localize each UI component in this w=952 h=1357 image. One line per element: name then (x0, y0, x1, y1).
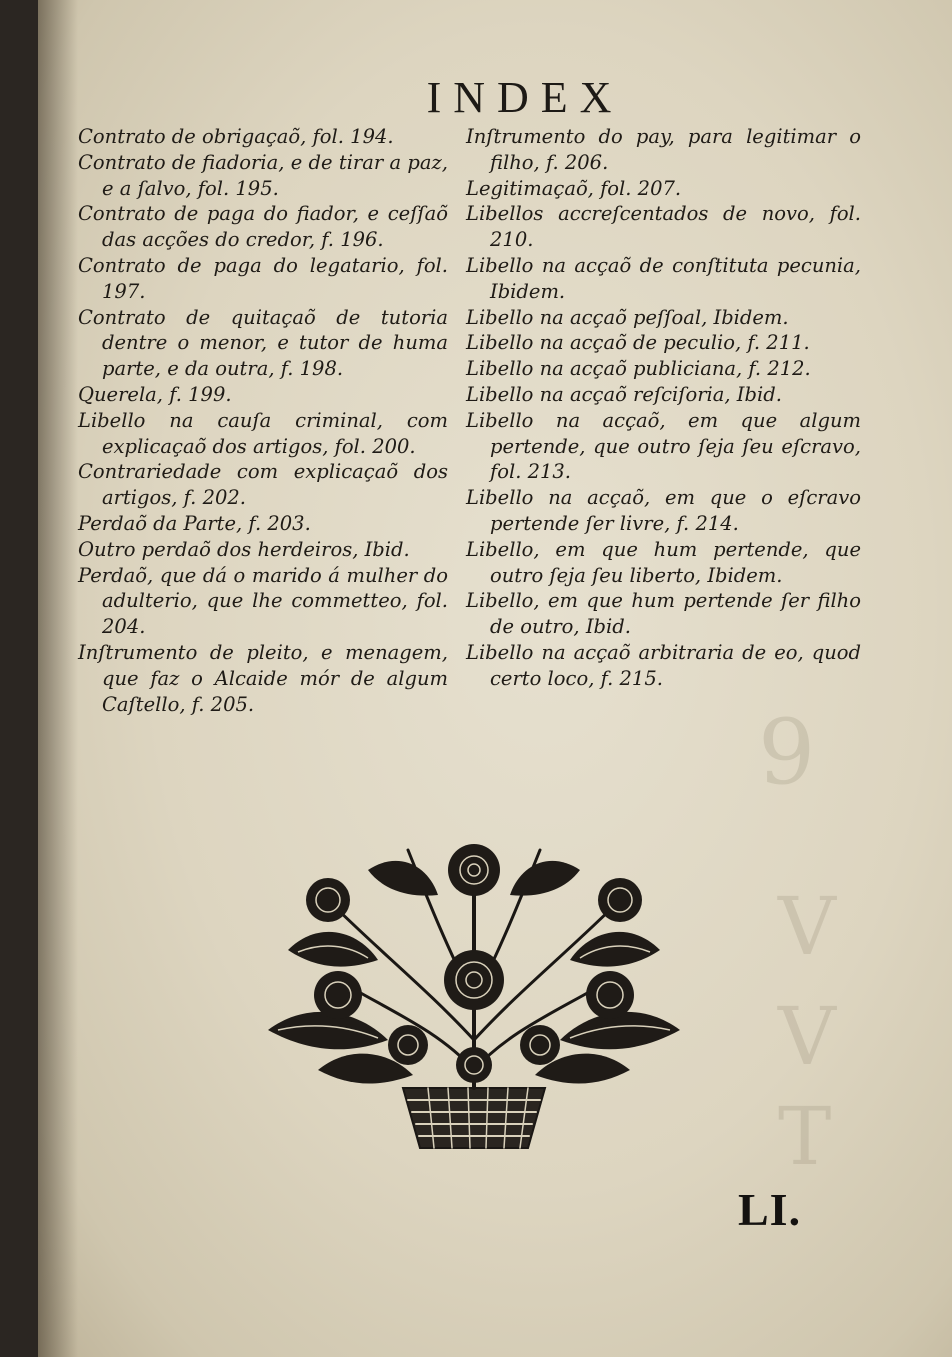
index-entry: Perdaõ da Parte, f. 203. (78, 511, 311, 535)
show-through-text: T (778, 1090, 832, 1183)
index-entry: Contrariedade com explicaçaõ dos artigos, f. 202. (78, 460, 448, 510)
index-entry: Libello na cauſa criminal, com explicaçaõ dos artigos, fol. 200. (78, 408, 448, 458)
index-entry: Contrato de obrigaçaõ, fol. 194. (78, 125, 394, 148)
index-entry: Contrato de quitaçaõ de tutoria dentre o menor, e tutor de huma parte, e da outra, f. 198. (78, 305, 448, 381)
page-header (38, 72, 952, 123)
index-entry: Querela, f. 199. (78, 382, 232, 406)
spine-shadow (38, 0, 78, 1357)
index-entry: Libello na acçaõ, em que algum pertende, que outro ſeja ſeu eſcravo, fol. 213. (466, 408, 861, 484)
index-right-column (466, 124, 861, 692)
index-entry: Contrato de fiadoria, e de tirar a paz, e a ſalvo, fol. 195. (78, 150, 448, 200)
index-left-column (78, 124, 448, 717)
index-entry: Libello na acçaõ reſciſoria, Ibid. (466, 382, 782, 406)
index-entry: Outro perdaõ dos herdeiros, Ibid. (78, 537, 410, 561)
index-entry: Libello, em que hum pertende, que outro ſeja ſeu liberto, Ibidem. (466, 537, 861, 587)
index-entry: Inſtrumento de pleito, e menagem, que faz o Alcaide mór de algum Caſtello, f. 205. (78, 640, 448, 716)
index-entry: Contrato de paga do fiador, e ceſſaõ das acções do credor, f. 196. (78, 202, 448, 252)
show-through-text: V (778, 880, 836, 973)
index-entry: Legitimaçaõ, fol. 207. (466, 176, 682, 200)
index-entry: Libello, em que hum pertende ſer filho de outro, Ibid. (466, 589, 861, 639)
show-through-text: V (778, 990, 836, 1083)
index-entry: Libello na acçaõ, em que o eſcravo pertende ſer livre, f. 214. (466, 486, 861, 535)
index-entry: Libellos accreſcentados de novo, fol. 210. (466, 202, 861, 252)
index-entry: Inſtrumento do pay, para legitimar o filho, f. 206. (466, 125, 861, 174)
show-through-text: 9 (758, 700, 816, 805)
index-entry: Libello na acçaõ de conſtituta pecunia, Ibidem. (466, 253, 861, 303)
index-entry: Libello na acçaõ de peculio, f. 211. (466, 331, 810, 355)
index-entry: Contrato de paga do legatario, fol. 197. (78, 253, 448, 303)
book-page (38, 0, 952, 1357)
flower-basket-woodcut-icon (228, 830, 720, 1150)
index-entry: Libello na acçaõ arbitraria de eo, quod certo loco, f. 215. (466, 640, 861, 690)
index-entry: Perdaõ, que dá o marido á mulher do adulterio, que lhe commetteo, fol. 204. (78, 563, 448, 639)
index-title: INDEX (426, 73, 624, 122)
index-entry: Libello na acçaõ peſſoal, Ibidem. (466, 305, 789, 329)
index-entry: Libello na acçaõ publiciana, f. 212. (466, 357, 811, 381)
signature-mark: LI. (738, 1184, 802, 1235)
